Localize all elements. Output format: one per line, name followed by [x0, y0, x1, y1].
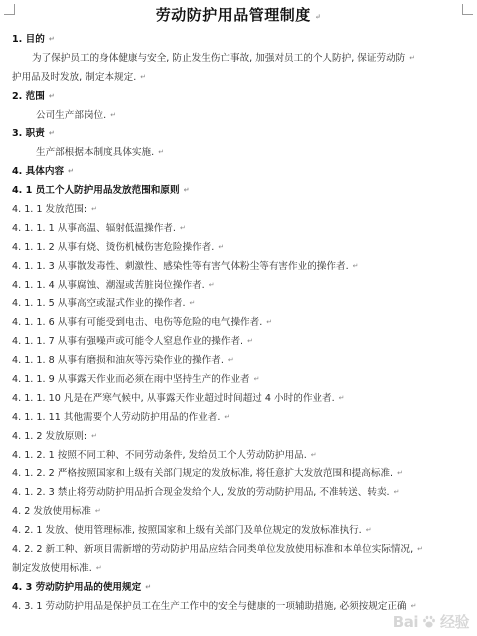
paragraph-mark-icon	[366, 521, 372, 540]
line-text: 4. 1. 2. 3 禁止将劳动防护用品折合现金发给个人, 发放的劳动防护用品, 不准转送、转卖.	[12, 487, 390, 499]
watermark-text-2: 经验	[439, 613, 469, 631]
line-text: 3. 职责	[12, 128, 45, 140]
text-line	[12, 106, 471, 125]
paragraph-mark-icon	[209, 276, 215, 295]
baidu-watermark	[393, 611, 469, 632]
line-text: 4. 1. 2. 1 按照不同工种、不同劳动条件, 发给员工个人劳动防护用品.	[12, 449, 307, 461]
text-line	[12, 559, 471, 578]
watermark-text: Bai	[392, 612, 418, 631]
text-line	[12, 351, 471, 370]
line-text: 4. 1. 1. 2 从事有烧、烫伤机械伤害危险操作者.	[12, 241, 215, 253]
text-line	[12, 49, 471, 68]
line-text: 生产部根据本制度具体实施.	[36, 147, 155, 159]
paragraph-mark-icon	[218, 238, 224, 257]
paragraph-mark-icon	[339, 389, 345, 408]
paragraph-mark-icon	[266, 313, 272, 332]
text-line	[12, 276, 471, 295]
line-text: 4. 1. 1. 5 从事高空或湿式作业的操作者.	[12, 298, 186, 310]
paragraph-mark-icon	[184, 181, 190, 200]
line-text: 4. 1. 1. 8 从事有磨损和油灰等污染作业的操作者.	[12, 355, 224, 367]
paragraph-mark-icon	[190, 294, 196, 313]
section-heading	[12, 87, 471, 106]
document-body	[12, 30, 471, 616]
line-text: 2. 范围	[12, 90, 45, 102]
text-line	[12, 389, 471, 408]
text-line	[12, 294, 471, 313]
section-heading	[12, 578, 471, 597]
paragraph-mark-icon	[315, 12, 321, 21]
paragraph-mark-icon	[95, 502, 101, 521]
section-heading	[12, 181, 471, 200]
line-text: 4. 1. 1. 7 从事有强噪声或可能令人窒息作业的操作者.	[12, 336, 244, 348]
paragraph-mark-icon	[394, 483, 400, 502]
paragraph-mark-icon	[254, 370, 260, 389]
line-text: 4. 3. 1 劳动防护用品是保护员工在生产工作中的安全与健康的一项辅助措施, 必须按规定正确	[12, 600, 407, 612]
line-text: 4. 1. 1. 4 从事腐蚀、潮湿或苦脏岗位操作者.	[12, 279, 205, 291]
text-line	[12, 521, 471, 540]
text-line	[12, 427, 471, 446]
text-line	[12, 332, 471, 351]
paragraph-mark-icon	[68, 162, 74, 181]
paw-icon	[421, 614, 437, 630]
paragraph-mark-icon	[158, 143, 164, 162]
line-text: 4. 1. 2 发放原则:	[12, 430, 88, 442]
paragraph-mark-icon	[180, 219, 186, 238]
text-line	[12, 238, 471, 257]
paragraph-mark-icon	[417, 540, 423, 559]
line-text: 4. 具体内容	[12, 166, 65, 178]
text-line	[12, 483, 471, 502]
paragraph-mark-icon	[110, 106, 116, 125]
paragraph-mark-icon	[91, 427, 97, 446]
paragraph-mark-icon	[397, 464, 403, 483]
text-line	[12, 257, 471, 276]
text-line	[12, 370, 471, 389]
text-line	[12, 408, 471, 427]
paragraph-mark-icon	[145, 578, 151, 597]
paragraph-mark-icon	[224, 408, 230, 427]
paragraph-mark-icon	[49, 87, 55, 106]
text-line	[12, 219, 471, 238]
line-text: 护用品及时发放, 制定本规定.	[12, 71, 137, 83]
paragraph-mark-icon	[49, 30, 55, 49]
text-line	[12, 540, 471, 559]
line-text: 公司生产部岗位.	[36, 109, 107, 121]
paragraph-mark-icon	[311, 446, 317, 465]
paragraph-mark-icon	[96, 559, 102, 578]
document-title	[0, 4, 477, 25]
text-line	[12, 313, 471, 332]
section-heading	[12, 30, 471, 49]
paragraph-mark-icon	[409, 49, 415, 68]
document-title-text: 劳动防护用品管理制度	[155, 6, 311, 24]
text-line	[12, 143, 471, 162]
line-text: 4. 1. 1. 6 从事有可能受到电击、电伤等危险的电气操作者.	[12, 317, 263, 329]
paragraph-mark-icon	[49, 124, 55, 143]
line-text: 为了保护员工的身体健康与安全, 防止发生伤亡事故, 加强对员工的个人防护, 保证劳动防	[32, 52, 406, 64]
text-line	[12, 68, 471, 87]
line-text: 4. 1. 1. 9 从事露天作业而必须在雨中坚持生产的作业者	[12, 374, 250, 386]
line-text: 4. 1. 2. 2 严格按照国家和上级有关部门规定的发放标准, 将任意扩大发放范围和提高标准.	[12, 468, 394, 480]
line-text: 4. 1. 1. 1 从事高温、辐射低温操作者.	[12, 222, 176, 234]
line-text: 4. 2. 1 发放、使用管理标准, 按照国家和上级有关部门及单位规定的发放标准执行.	[12, 525, 362, 537]
text-line	[12, 446, 471, 465]
line-text: 4. 3 劳动防护用品的使用规定	[12, 581, 142, 593]
line-text: 4. 1. 1. 11 其他需要个人劳动防护用品的作业者.	[12, 411, 221, 423]
text-line	[12, 200, 471, 219]
line-text: 1. 目的	[12, 34, 45, 45]
text-line	[12, 502, 471, 521]
line-text: 4. 1 员工个人防护用品发放范围和原则	[12, 185, 180, 197]
paragraph-mark-icon	[91, 200, 97, 219]
line-text: 4. 1. 1. 3 从事散发毒性、刺激性、感染性等有害气体粉尘等有害作业的操作者.	[12, 260, 349, 272]
line-text: 制定发放使用标准.	[12, 562, 92, 574]
section-heading	[12, 124, 471, 143]
paragraph-mark-icon	[140, 68, 146, 87]
line-text: 4. 2 发放使用标准	[12, 506, 91, 518]
line-text: 4. 1. 1. 10 凡是在严寒气候中, 从事露天作业超过时间超过 4 小时的作业者.	[12, 392, 335, 404]
line-text: 4. 1. 1 发放范围:	[12, 204, 88, 216]
paragraph-mark-icon	[353, 257, 359, 276]
line-text: 4. 2. 2 新工种、新项目需新增的劳动防护用品应结合同类单位发放使用标准和本单位实际情况,	[12, 544, 414, 556]
text-line	[12, 464, 471, 483]
section-heading	[12, 162, 471, 181]
paragraph-mark-icon	[228, 351, 234, 370]
paragraph-mark-icon	[247, 332, 253, 351]
